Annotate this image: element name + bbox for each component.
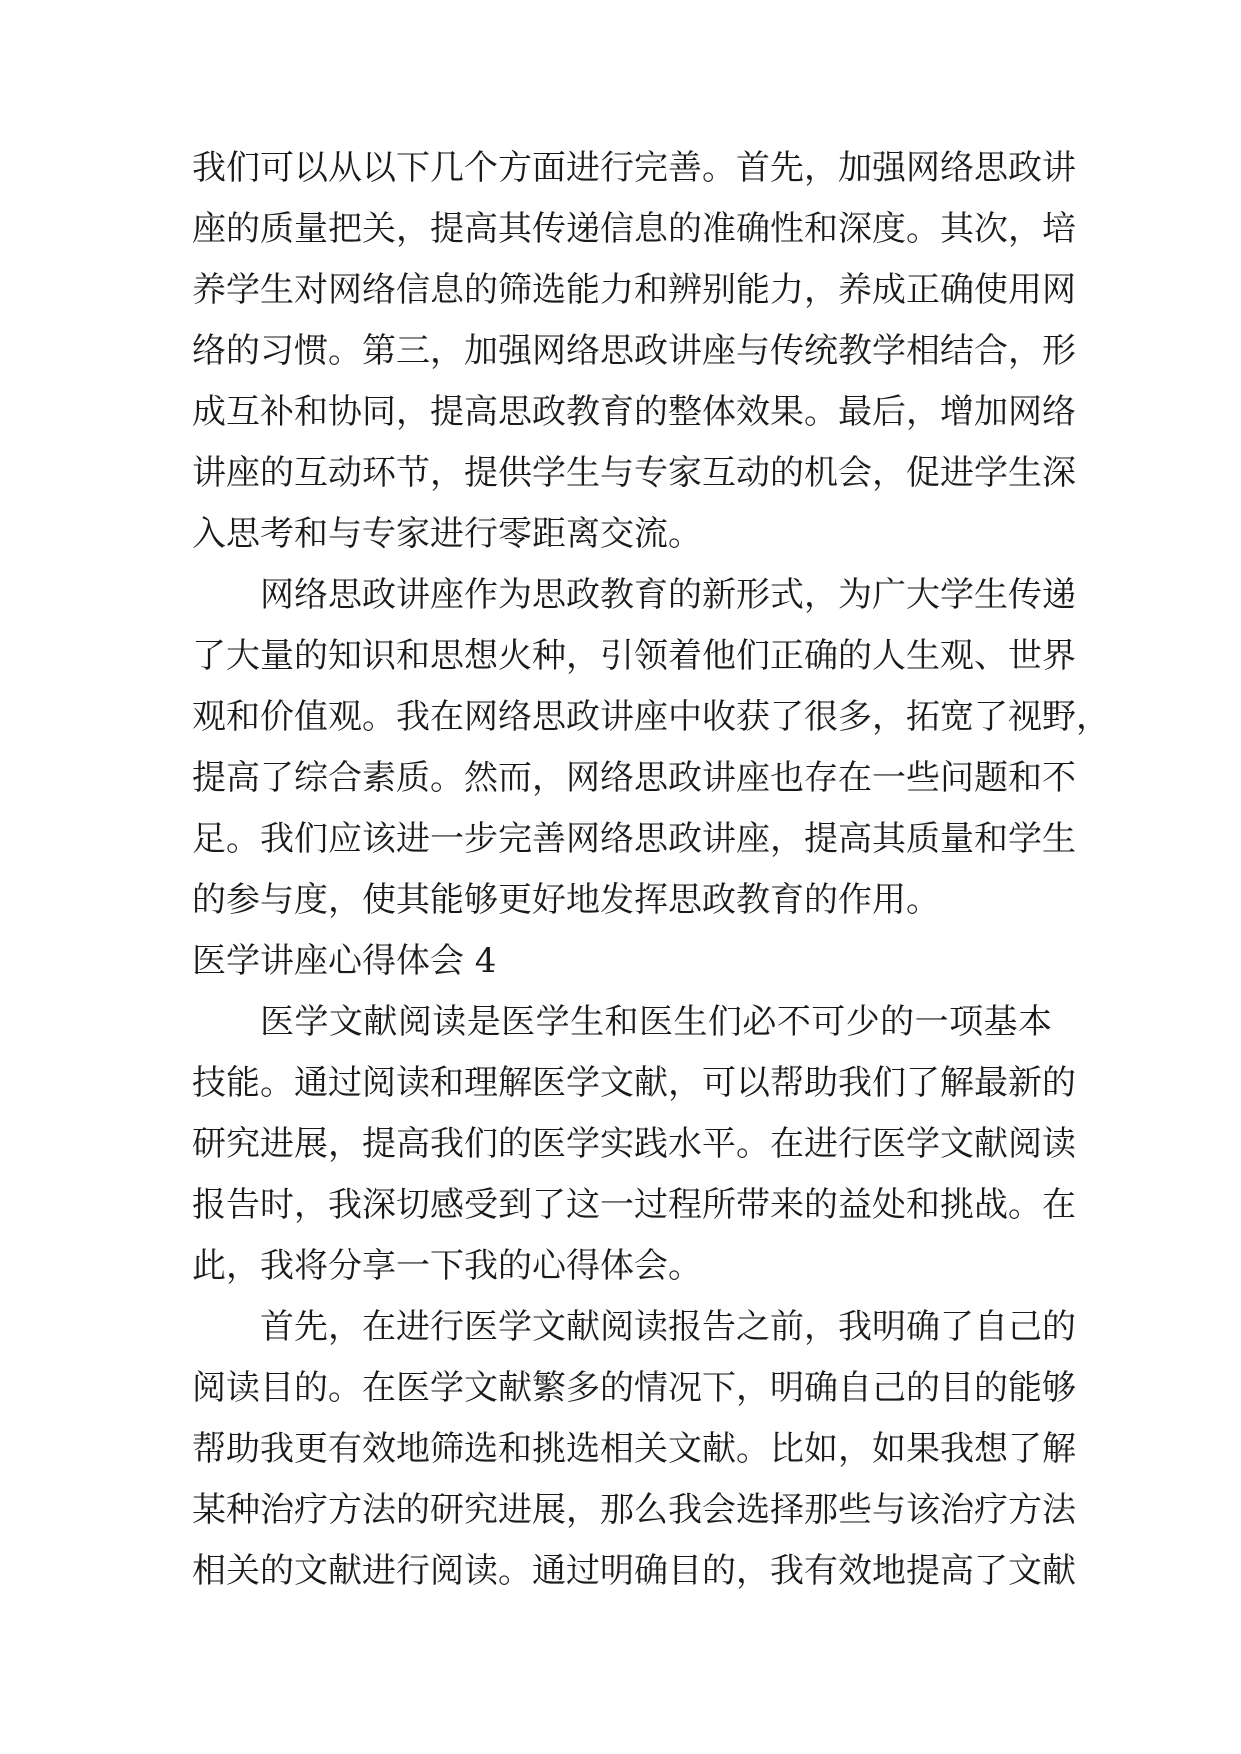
text-line: 帮助我更有效地筛选和挑选相关文献。比如，如果我想了解 [192,1429,1076,1469]
text-line: 足。我们应该进一步完善网络思政讲座，提高其质量和学生 [192,819,1076,859]
text-line: 网络思政讲座作为思政教育的新形式，为广大学生传递 [260,575,1076,615]
text-line: 此，我将分享一下我的心得体会。 [192,1246,702,1286]
text-line: 医学文献阅读是医学生和医生们必不可少的一项基本 [260,1002,1052,1042]
text-line: 入思考和与专家进行零距离交流。 [192,514,702,554]
text-line: 某种治疗方法的研究进展，那么我会选择那些与该治疗方法 [192,1490,1076,1530]
text-line: 养学生对网络信息的筛选能力和辨别能力，养成正确使用网 [192,270,1076,310]
section-heading: 医学讲座心得体会 4 [192,941,497,981]
document-page [192,138,1110,1602]
text-line: 首先，在进行医学文献阅读报告之前，我明确了自己的 [260,1307,1076,1347]
text-line: 报告时，我深切感受到了这一过程所带来的益处和挑战。在 [192,1185,1076,1225]
text-line: 阅读目的。在医学文献繁多的情况下，明确自己的目的能够 [192,1368,1076,1408]
text-line: 成互补和协同，提高思政教育的整体效果。最后，增加网络 [192,392,1076,432]
text-line: 讲座的互动环节，提供学生与专家互动的机会，促进学生深 [192,453,1076,493]
paragraph-intro [192,992,1076,1297]
text-line: 技能。通过阅读和理解医学文献，可以帮助我们了解最新的 [192,1063,1076,1103]
text-line: 相关的文献进行阅读。通过明确目的，我有效地提高了文献 [192,1551,1076,1591]
text-line: 研究进展，提高我们的医学实践水平。在进行医学文献阅读 [192,1124,1076,1164]
paragraph-improvements [192,138,1076,565]
text-line: 座的质量把关，提高其传递信息的准确性和深度。其次，培 [192,209,1076,249]
text-line: 提高了综合素质。然而，网络思政讲座也存在一些问题和不 [192,758,1076,798]
paragraph-first-point [192,1297,1076,1602]
text-line: 络的习惯。第三，加强网络思政讲座与传统教学相结合，形 [192,331,1076,371]
text-line: 的参与度，使其能够更好地发挥思政教育的作用。 [192,880,940,920]
paragraph-conclusion [192,565,1110,931]
text-line: 我们可以从以下几个方面进行完善。首先，加强网络思政讲 [192,148,1076,188]
text-line: 观和价值观。我在网络思政讲座中收获了很多，拓宽了视野， [192,697,1110,737]
text-line: 了大量的知识和思想火种，引领着他们正确的人生观、世界 [192,636,1076,676]
